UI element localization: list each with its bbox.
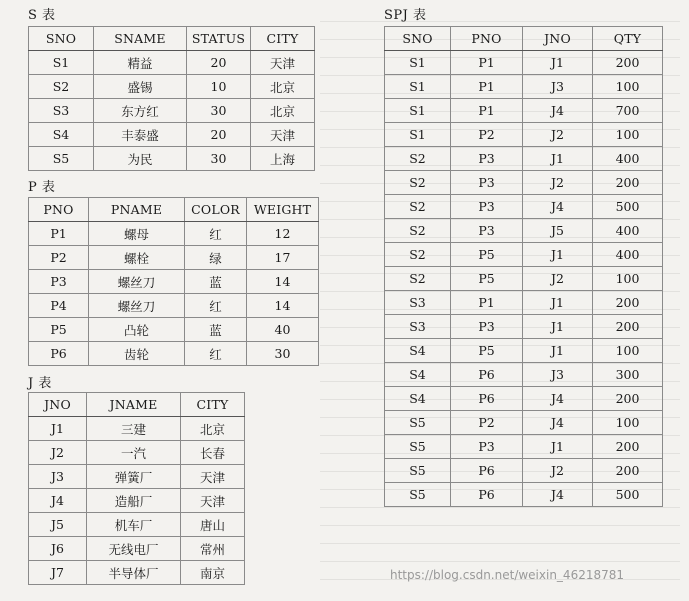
table-cell: S2 [385, 171, 451, 195]
table-row [29, 318, 319, 342]
table-cell: J1 [523, 147, 593, 171]
table-cell: 12 [247, 222, 319, 246]
table-cell: 100 [593, 123, 663, 147]
table-cell: P5 [451, 243, 523, 267]
table-cell: P3 [451, 315, 523, 339]
table-cell: 北京 [251, 75, 315, 99]
table-cell: 常州 [181, 537, 245, 561]
column-header: SNO [29, 27, 94, 51]
table-row [29, 99, 315, 123]
table-row [29, 513, 245, 537]
table-cell: J4 [523, 387, 593, 411]
table-cell: 500 [593, 195, 663, 219]
table-cell: P2 [29, 246, 89, 270]
table-row [385, 123, 663, 147]
table-row [29, 417, 245, 441]
table-row [29, 51, 315, 75]
table-row [29, 222, 319, 246]
table-row [29, 561, 245, 585]
table-cell: P6 [451, 363, 523, 387]
column-header: COLOR [185, 198, 247, 222]
table-cell: 300 [593, 363, 663, 387]
table-cell: S2 [385, 195, 451, 219]
table-cell: J1 [523, 243, 593, 267]
table-cell: 螺丝刀 [89, 270, 185, 294]
watermark-text: https://blog.csdn.net/weixin_46218781 [390, 568, 625, 582]
table-cell: S1 [385, 75, 451, 99]
column-header: JNAME [87, 393, 181, 417]
table-cell: J1 [523, 315, 593, 339]
table-cell: S5 [385, 435, 451, 459]
table-cell: 螺丝刀 [89, 294, 185, 318]
table-cell: 北京 [181, 417, 245, 441]
table-cell: 30 [187, 147, 251, 171]
table-row [385, 171, 663, 195]
table-cell: 绿 [185, 246, 247, 270]
table-row [385, 75, 663, 99]
table-row [29, 123, 315, 147]
table-cell: J3 [523, 363, 593, 387]
table-cell: 200 [593, 171, 663, 195]
column-header: QTY [593, 27, 663, 51]
header-row [385, 27, 663, 51]
table-cell: J2 [29, 441, 87, 465]
spj-table [384, 26, 663, 507]
table-cell: P1 [451, 99, 523, 123]
table-cell: J4 [29, 489, 87, 513]
table-cell: 500 [593, 483, 663, 507]
header-row [29, 198, 319, 222]
table-cell: S5 [29, 147, 94, 171]
column-header: SNO [385, 27, 451, 51]
column-header: SNAME [94, 27, 187, 51]
table-cell: 200 [593, 51, 663, 75]
table-cell: 唐山 [181, 513, 245, 537]
table-cell: 南京 [181, 561, 245, 585]
table-cell: S2 [385, 147, 451, 171]
table-cell: J2 [523, 123, 593, 147]
table-cell: J3 [29, 465, 87, 489]
column-header: CITY [251, 27, 315, 51]
table-cell: J1 [523, 291, 593, 315]
table-cell: J4 [523, 483, 593, 507]
column-header: STATUS [187, 27, 251, 51]
table-cell: P6 [451, 387, 523, 411]
table-cell: 400 [593, 219, 663, 243]
table-row [385, 435, 663, 459]
table-cell: 100 [593, 75, 663, 99]
table-cell: 为民 [94, 147, 187, 171]
table-cell: S5 [385, 411, 451, 435]
table-row [385, 315, 663, 339]
table-cell: J1 [29, 417, 87, 441]
table-cell: S5 [385, 459, 451, 483]
table-row [29, 246, 319, 270]
table-cell: 上海 [251, 147, 315, 171]
table-cell: P3 [451, 147, 523, 171]
table-cell: 100 [593, 339, 663, 363]
table-cell: S1 [385, 51, 451, 75]
table-cell: 400 [593, 147, 663, 171]
table-cell: J4 [523, 411, 593, 435]
table-cell: 200 [593, 291, 663, 315]
table-cell: 丰泰盛 [94, 123, 187, 147]
table-cell: 螺栓 [89, 246, 185, 270]
table-row [385, 51, 663, 75]
header-row [29, 27, 315, 51]
table-cell: P3 [29, 270, 89, 294]
table-cell: S3 [385, 315, 451, 339]
column-header: CITY [181, 393, 245, 417]
table-cell: 北京 [251, 99, 315, 123]
table-cell: 无线电厂 [87, 537, 181, 561]
table-cell: J2 [523, 171, 593, 195]
table-cell: 弹簧厂 [87, 465, 181, 489]
table-cell: J5 [523, 219, 593, 243]
table-cell: 200 [593, 435, 663, 459]
column-header: WEIGHT [247, 198, 319, 222]
table-cell: S2 [385, 243, 451, 267]
table-cell: P6 [29, 342, 89, 366]
p-table [28, 197, 319, 366]
table-cell: 螺母 [89, 222, 185, 246]
table-cell: 天津 [251, 123, 315, 147]
table-cell: J1 [523, 339, 593, 363]
table-cell: J3 [523, 75, 593, 99]
table-cell: J2 [523, 459, 593, 483]
table-row [385, 219, 663, 243]
table-cell: 20 [187, 51, 251, 75]
s-table-title: S 表 [28, 8, 56, 23]
table-cell: 100 [593, 411, 663, 435]
table-cell: P1 [29, 222, 89, 246]
table-cell: J5 [29, 513, 87, 537]
table-row [385, 387, 663, 411]
table-cell: S1 [29, 51, 94, 75]
table-cell: 红 [185, 222, 247, 246]
table-cell: S4 [385, 363, 451, 387]
table-cell: P3 [451, 171, 523, 195]
table-row [29, 537, 245, 561]
table-row [385, 291, 663, 315]
table-cell: 10 [187, 75, 251, 99]
table-cell: S5 [385, 483, 451, 507]
table-cell: P2 [451, 411, 523, 435]
table-cell: J4 [523, 195, 593, 219]
table-cell: 齿轮 [89, 342, 185, 366]
table-row [29, 294, 319, 318]
column-header: PNO [451, 27, 523, 51]
column-header: JNO [29, 393, 87, 417]
j-table [28, 392, 245, 585]
table-cell: 红 [185, 342, 247, 366]
table-cell: S4 [385, 387, 451, 411]
table-cell: 东方红 [94, 99, 187, 123]
table-cell: 100 [593, 267, 663, 291]
table-cell: 200 [593, 459, 663, 483]
table-cell: P5 [451, 267, 523, 291]
table-cell: 长春 [181, 441, 245, 465]
table-cell: P3 [451, 219, 523, 243]
column-header: PNO [29, 198, 89, 222]
table-cell: 蓝 [185, 270, 247, 294]
table-cell: P6 [451, 483, 523, 507]
table-cell: S2 [385, 267, 451, 291]
table-cell: S1 [385, 99, 451, 123]
table-cell: S2 [29, 75, 94, 99]
table-cell: 40 [247, 318, 319, 342]
table-cell: J6 [29, 537, 87, 561]
s-table [28, 26, 315, 171]
table-row [385, 363, 663, 387]
column-header: PNAME [89, 198, 185, 222]
table-cell: 造船厂 [87, 489, 181, 513]
table-cell: 14 [247, 270, 319, 294]
table-cell: S1 [385, 123, 451, 147]
table-row [385, 99, 663, 123]
table-cell: 半导体厂 [87, 561, 181, 585]
table-cell: 三建 [87, 417, 181, 441]
table-cell: S3 [385, 291, 451, 315]
table-cell: 精益 [94, 51, 187, 75]
table-cell: S4 [29, 123, 94, 147]
table-cell: 30 [187, 99, 251, 123]
table-cell: 30 [247, 342, 319, 366]
table-cell: P6 [451, 459, 523, 483]
table-cell: P1 [451, 291, 523, 315]
j-table-title: J 表 [28, 376, 52, 391]
table-cell: J1 [523, 435, 593, 459]
table-cell: S2 [385, 219, 451, 243]
table-cell: 天津 [181, 465, 245, 489]
column-header: JNO [523, 27, 593, 51]
table-cell: P2 [451, 123, 523, 147]
table-row [385, 195, 663, 219]
table-cell: 天津 [251, 51, 315, 75]
table-cell: 20 [187, 123, 251, 147]
table-row [29, 465, 245, 489]
table-row [29, 147, 315, 171]
table-cell: 红 [185, 294, 247, 318]
table-cell: J2 [523, 267, 593, 291]
table-cell: 14 [247, 294, 319, 318]
table-row [385, 459, 663, 483]
table-cell: 蓝 [185, 318, 247, 342]
table-cell: S3 [29, 99, 94, 123]
table-cell: J4 [523, 99, 593, 123]
table-cell: 200 [593, 387, 663, 411]
table-cell: 400 [593, 243, 663, 267]
table-cell: S4 [385, 339, 451, 363]
table-row [29, 489, 245, 513]
table-cell: J1 [523, 51, 593, 75]
table-cell: 一汽 [87, 441, 181, 465]
table-cell: 凸轮 [89, 318, 185, 342]
spj-table-title: SPJ 表 [384, 8, 427, 23]
table-cell: 700 [593, 99, 663, 123]
table-row [29, 342, 319, 366]
table-row [385, 147, 663, 171]
table-cell: P5 [29, 318, 89, 342]
table-cell: J7 [29, 561, 87, 585]
table-row [29, 270, 319, 294]
p-table-title: P 表 [28, 180, 56, 195]
table-row [29, 441, 245, 465]
table-cell: P5 [451, 339, 523, 363]
header-row [29, 393, 245, 417]
table-cell: P3 [451, 195, 523, 219]
table-cell: P4 [29, 294, 89, 318]
table-cell: 17 [247, 246, 319, 270]
table-cell: 200 [593, 315, 663, 339]
table-row [385, 339, 663, 363]
table-cell: 天津 [181, 489, 245, 513]
table-cell: P3 [451, 435, 523, 459]
table-row [385, 483, 663, 507]
table-cell: 盛锡 [94, 75, 187, 99]
table-cell: 机车厂 [87, 513, 181, 537]
table-row [385, 267, 663, 291]
table-row [385, 411, 663, 435]
table-row [29, 75, 315, 99]
table-cell: P1 [451, 75, 523, 99]
table-row [385, 243, 663, 267]
table-cell: P1 [451, 51, 523, 75]
